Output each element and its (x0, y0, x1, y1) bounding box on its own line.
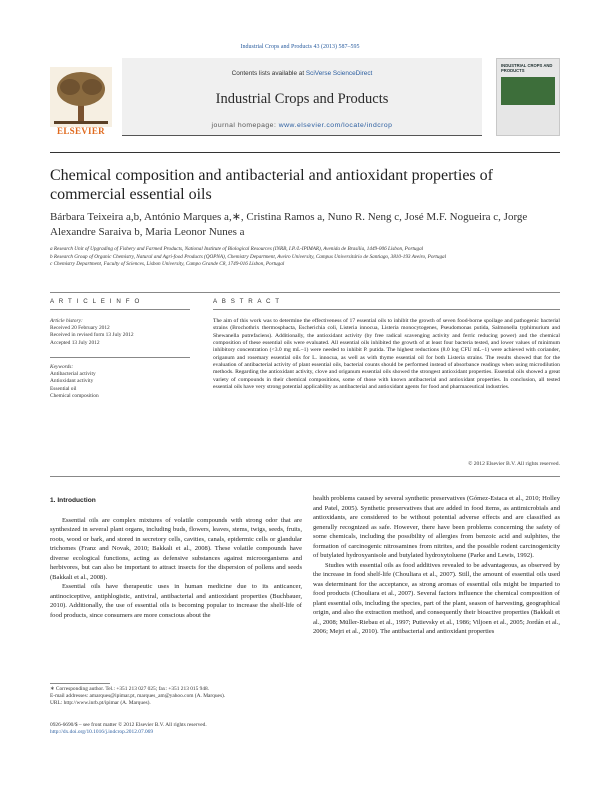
cover-title: INDUSTRIAL CROPS AND PRODUCTS (501, 63, 553, 74)
body-paragraph: Essential oils have therapeutic uses in human medicine due to its anticancer, antinociceptive, antiphlogistic, antiviral, antibacterial and antioxidant properties (Buchbauer, 2010). Additionally, the use of essential oils is becoming popular to increase the shelf-life of food products, since consumers are more conscious about the (50, 583, 302, 619)
masthead (50, 58, 560, 138)
history-revised: Received in revised form 13 July 2012 (50, 332, 134, 339)
body-column-right (313, 494, 560, 637)
author-list: Bárbara Teixeira a,b, António Marques a,∗, Cristina Ramos a, Nuno R. Neng c, José M.F. Nogueira c, Jorge Alexandre Saraiva b, Maria Leonor Nunes a (50, 211, 528, 238)
elsevier-tree-logo-icon (50, 62, 112, 132)
abstract-bottom-rule (50, 476, 560, 477)
sciencedirect-link[interactable]: SciVerse ScienceDirect (305, 70, 373, 77)
history-received: Received 20 February 2012 (50, 325, 110, 332)
article-info-heading: A R T I C L E I N F O (50, 298, 141, 305)
article-history (50, 318, 190, 347)
body-column-left (50, 496, 302, 620)
footnotes (50, 686, 302, 708)
footnote-rule (50, 683, 110, 684)
affiliation-a: a Research Unit of Upgrading of Fishery and Farmed Products, National Institute of Biological Resources (INRB, I.P./L-IPIMAR), Avenida de Brasília, 1449-006 Lisbon, Portugal (50, 246, 424, 252)
keyword: Antibacterial activity (50, 371, 96, 378)
article-title: Chemical composition and antibacterial and antioxidant properties of commercial essential oils (50, 167, 493, 203)
body-paragraph: Studies with essential oils as food additives revealed to be advantageous, as observed by the increase in food shelf-life (Chouliara et al., 2007). Still, the amount of essential oils used was determinant for the acceptance, as strong aromas of essential oils might be imparted to food products (Chouliara et al., 2007). Several factors influence the chemical composition of plant essential oils, including the species, part of the plant, season of harvesting, geographical origin, and also the extraction method, and consequently their bioactive properties (Bakkali et al., 2008; Müller-Riebau et al., 1997; Putievsky et al., 1986; Viljoen et al., 2005; Jordán et al., 2006; Mejri et al., 2010). The antibacterial and antioxidant properties (313, 561, 560, 635)
journal-title: Industrial Crops and Products (215, 91, 389, 107)
issn-line: 0926-6690/$ – see front matter © 2012 Elsevier B.V. All rights reserved. (50, 722, 207, 728)
affiliations (50, 246, 560, 269)
abstract-rule (213, 309, 560, 310)
history-rule (50, 357, 190, 358)
contents-line (122, 70, 482, 77)
email-note[interactable]: E-mail addresses: amarques@ipimar.pt, marques_am@yahoo.com (A. Marques). (50, 693, 226, 700)
keywords-label: Keywords: (50, 364, 74, 370)
affiliation-b: b Research Group of Organic Chemistry, Natural and Agri-food Products (QOPNA), Chemistry Department, Aveiro University, Campus Universitário de Santiago, 3810-193 Aveiro, Portugal (50, 253, 447, 260)
keyword: Antioxidant activity (50, 378, 94, 385)
abstract-text: The aim of this work was to determine the effectiveness of 17 essential oils to inhibit the growth of seven food-borne spoilage and pathogenic bacterial strains (Brochothrix thermosphacta, Escherichia coli, Listeria innocua, Listeria monocytogenes, Pseudomonas putida, Salmonella typhimurium and Shewanella putrefaciens). Additionally, the antioxidant activity (by free radical scavenging activity and ferric reducing power) and the chemical composition of these essential oils were evaluated. All essential oils inhibited the growth of at least four bacteria tested, and lower values of minimum inhibitory concentration (<3.0 mg mL−1) were needed to inhibit P. putida. The highest reductions (8.0 log CFU mL−1) were achieved with coriander, origanum and rosemary essential oils for L. innocua, as well as with thyme essential oil for both Listeria strains. The results showed that for the evaluation of antibacterial activity of plant essential oils, bacterial counts should be performed instead of absorbance readings when using microdilution methods. Regarding the antioxidant activity, clove and origanum essential oils showed the strongest antioxidant properties. Essential oils showed a great variety of compounds in their chemical compositions, some of those with known antibacterial and antioxidant properties. In conclusion, all tested essential oils have very strong potential applicability as antibacterial and antioxidant agents for food and pharmaceutical industries. (213, 318, 560, 391)
section-heading: 1. Introduction (50, 497, 96, 504)
keyword: Chemical composition (50, 392, 99, 399)
publisher-name: ELSEVIER (57, 126, 105, 136)
keyword: Essential oil (50, 385, 77, 392)
abstract-heading: A B S T R A C T (213, 298, 281, 305)
affiliation-c: c Chemistry Department, Faculty of Sciences, Lisbon University, Campo Grande C8, 1749-016 Lisbon, Portugal (50, 261, 285, 268)
history-accepted: Accepted 13 July 2012 (50, 339, 100, 346)
doi-link[interactable]: http://dx.doi.org/10.1016/j.indcrop.2012.07.069 (50, 729, 154, 736)
corresponding-author-note: ∗ Corresponding author. Tel.: +351 213 027 025; fax: +351 213 015 948. (50, 686, 210, 692)
article-info-rule (50, 309, 190, 310)
keywords (50, 364, 190, 400)
body-paragraph: health problems caused by several synthetic preservatives (Gómez-Estaca et al., 2010; Holley and Patel, 2005). Synthetic preservatives that are added in food items, as antimicrobials and antioxidants, are considered to be without potential adverse effects and are classified as generally recognized as safe. However, there have been problems concerning the safety of some chemicals, including the possibility of allergies from benzoic acid and sulphites, the formation of carcinogenic nitrosamines from nitrites, and the possible rodent carcinogenicity of butylated hydroxyanisole and butylated hydroxytoluene (Parke and Lewis, 1992). (313, 495, 560, 559)
copyright: © 2012 Elsevier B.V. All rights reserved. (468, 461, 560, 467)
journal-cover-thumbnail (496, 58, 560, 136)
header-rule (50, 152, 560, 153)
journal-citation: Industrial Crops and Products 43 (2013) 587–595 (240, 44, 360, 50)
front-matter (50, 722, 310, 737)
journal-banner (122, 58, 482, 136)
body-paragraph: Essential oils are complex mixtures of volatile compounds with strong odor that are synthesized in several plant organs, including buds, flowers, leaves, stems, twigs, seeds, fruits, roots, wood or bark, and stored in secretory cells, cavities, canals, epidermic cells or glandular trichomes (Franz and Novak, 2010; Bakkali et al., 2008). These volatile compounds have diverse ecological functions, acting as defensive substances against microorganisms and herbivores, but can also be important to attract insects for the dispersion of pollens and seeds (Bakkali et al., 2008). (50, 516, 302, 581)
url-note[interactable]: URL: http://www.inrb.pt/ipimar (A. Marques). (50, 700, 151, 707)
journal-homepage (122, 122, 482, 129)
homepage-prefix: journal homepage: (211, 122, 279, 129)
history-label: Article history: (50, 318, 83, 324)
contents-prefix: Contents lists available at (231, 70, 306, 77)
homepage-link[interactable]: www.elsevier.com/locate/indcrop (278, 122, 393, 129)
cover-image (501, 77, 555, 105)
affiliation-rule (50, 292, 560, 293)
